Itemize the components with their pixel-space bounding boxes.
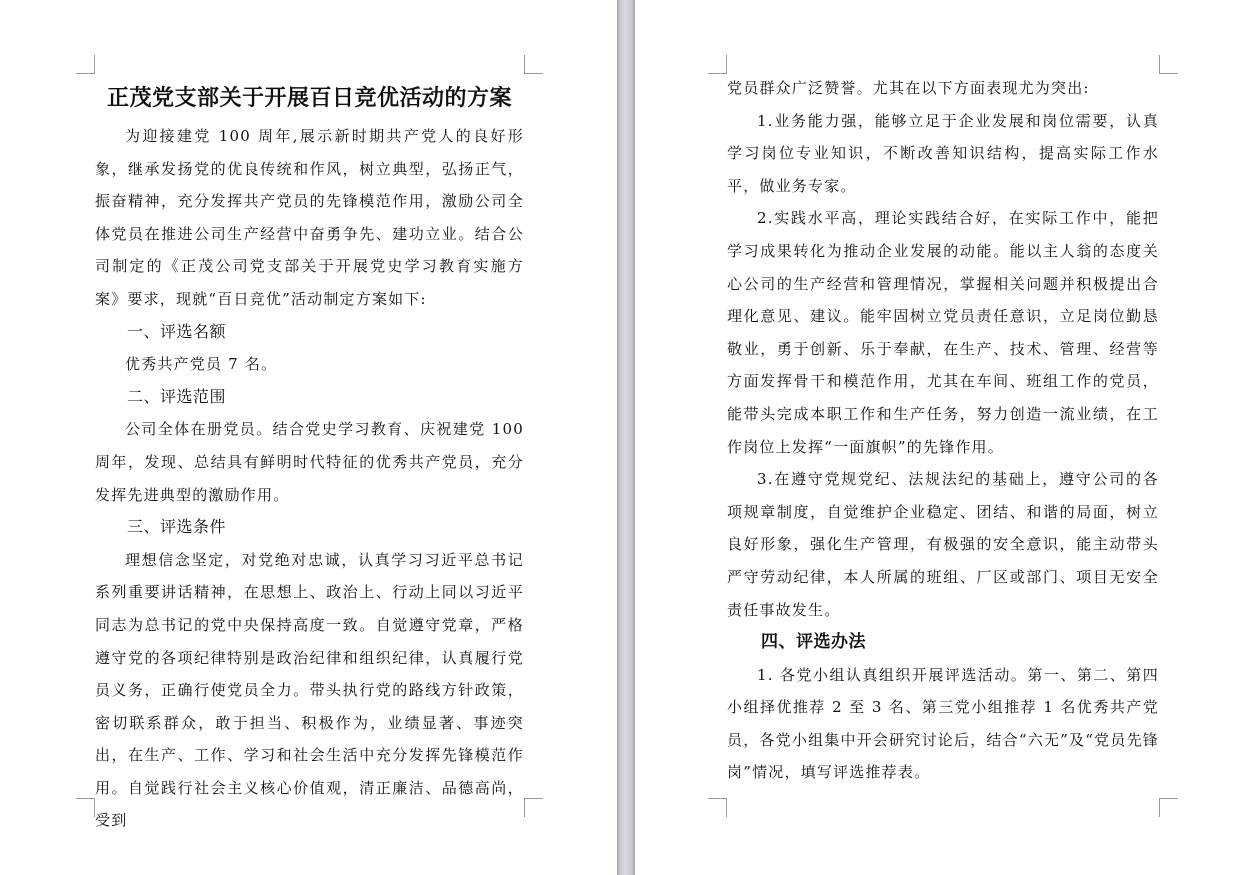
margin-corner-mark bbox=[524, 798, 543, 817]
section-4-heading[interactable]: 四、评选办法 bbox=[761, 632, 866, 653]
section-2-heading[interactable]: 二、评选范围 bbox=[127, 386, 227, 406]
margin-corner-mark bbox=[708, 55, 727, 74]
margin-corner-mark bbox=[1159, 798, 1178, 817]
section-3-heading[interactable]: 三、评选条件 bbox=[127, 517, 227, 537]
criteria-item-3[interactable]: 3.在遵守党规党纪、法规法纪的基础上，遵守公司的各项规章制度，自觉维护企业稳定、团结、和谐的局面，树立良好形象，强化生产管理，有极强的安全意识，能主动带头严守劳动纪律，本人所属的班组、厂区或部门、项目无安全责任事故发生。 bbox=[727, 470, 1159, 619]
right-page-content[interactable] bbox=[727, 72, 1159, 789]
section-3-text[interactable]: 理想信念坚定，对党绝对忠诚，认真学习习近平总书记系列重要讲话精神，在思想上、政治上、行动上同以习近平同志为总书记的党中央保持高度一致。自觉遵守党章，严格遵守党的各项纪律特别是政治纪律和组织纪律，认真履行党员义务，正确行使党员全力。带头执行党的路线方针政策，密切联系群众，敢于担当、积极作为，业绩显著、事迹突出，在生产、工作、学习和社会生活中充分发挥先锋模范作用。自觉践行社会主义核心价值观，清正廉洁、品德高尚，受到 bbox=[95, 550, 524, 830]
margin-corner-mark bbox=[76, 798, 95, 817]
margin-corner-mark bbox=[76, 55, 95, 74]
criteria-item-1[interactable]: 1.业务能力强，能够立足于企业发展和岗位需要，认真学习岗位专业知识，不断改善知识结构，提高实际工作水平，做业务专家。 bbox=[727, 111, 1159, 195]
document-title[interactable]: 正茂党支部关于开展百日竞优活动的方案 bbox=[106, 85, 512, 111]
section-1-text[interactable]: 优秀共产党员 7 名。 bbox=[125, 355, 278, 374]
intro-paragraph[interactable]: 为迎接建党 100 周年,展示新时期共产党人的良好形象，继承发扬党的优良传统和作风，树立典型，弘扬正气，振奋精神，充分发挥共产党员的先锋模范作用，激励公司全体党员在推进公司生产经营中奋勇争先、建功立业。结合公司制定的《正茂公司党支部关于开展党史学习教育实施方案》要求，现就“百日竞优”活动制定方案如下: bbox=[95, 127, 524, 308]
left-page-content[interactable] bbox=[95, 80, 524, 837]
section-1-heading[interactable]: 一、评选名额 bbox=[127, 321, 227, 341]
margin-corner-mark bbox=[708, 798, 727, 817]
continuation-paragraph[interactable]: 党员群众广泛赞誉。尤其在以下方面表现尤为突出: bbox=[727, 79, 1090, 97]
margin-corner-mark bbox=[1159, 55, 1178, 74]
section-2-text[interactable]: 公司全体在册党员。结合党史学习教育、庆祝建党 100 周年，发现、总结具有鲜明时代特征的优秀共产党员，充分发挥先进典型的激励作用。 bbox=[95, 420, 524, 504]
method-item-1[interactable]: 1. 各党小组认真组织开展评选活动。第一、第二、第四小组择优推荐 2 至 3 名、第三党小组推荐 1 名优秀共产党员，各党小组集中开会研究讨论后，结合“六无”及“党员先锋岗”情况，填写评选推荐表。 bbox=[727, 665, 1159, 782]
criteria-item-2[interactable]: 2.实践水平高，理论实践结合好，在实际工作中，能把学习成果转化为推动企业发展的动能。能以主人翁的态度关心公司的生产经营和管理情况，掌握相关问题并积极提出合理化意见、建议。能牢固树立党员责任意识，立足岗位勤恳敬业，勇于创新、乐于奉献，在生产、技术、管理、经营等方面发挥骨干和模范作用，尤其在车间、班组工作的党员，能带头完成本职工作和生产任务，努力创造一流业绩，在工作岗位上发挥“一面旗帜”的先锋作用。 bbox=[727, 209, 1159, 456]
page-gap bbox=[617, 0, 635, 875]
margin-corner-mark bbox=[524, 55, 543, 74]
